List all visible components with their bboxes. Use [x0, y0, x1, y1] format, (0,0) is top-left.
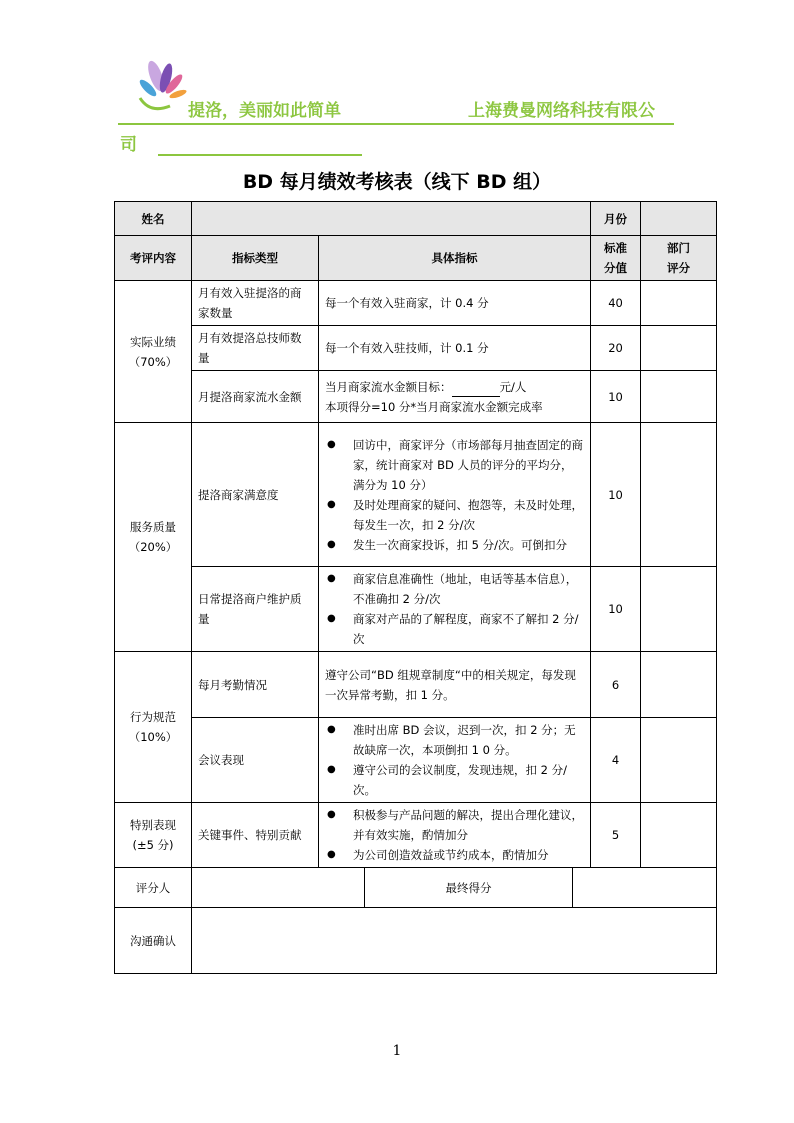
- dept-score-cell[interactable]: [641, 281, 717, 326]
- group-weight: (±5 分): [132, 838, 174, 852]
- indicator-type: 月提洛商家流水金额: [192, 371, 319, 423]
- dept-score-cell[interactable]: [641, 326, 717, 371]
- group-name: 特别表现: [130, 818, 176, 832]
- group-special: [115, 803, 192, 868]
- company-logo: [130, 58, 188, 118]
- header-dept-line2: 评分: [667, 261, 691, 275]
- company-name: 上海费曼网络科技有限公: [468, 101, 655, 121]
- group-weight: （70%）: [128, 354, 178, 369]
- bullet-item: ● 为公司创造效益或节约成本，酌情加分: [337, 845, 584, 865]
- group-weight: （20%）: [128, 540, 178, 554]
- document-title: BD 每月绩效考核表（线下 BD 组）: [242, 171, 552, 193]
- bullet-item: ● 遵守公司的会议制度，发现违规，扣 2 分/次。: [337, 760, 584, 800]
- final-score-value-cell[interactable]: [573, 868, 717, 908]
- indicator-detail: [319, 567, 591, 652]
- reviewer-label: 评分人: [115, 868, 192, 908]
- indicator-type: 每月考勤情况: [192, 652, 319, 718]
- standard-score: 6: [591, 652, 641, 718]
- header-score: [591, 236, 641, 281]
- group-name: 行为规范: [130, 710, 176, 724]
- standard-score: 5: [591, 803, 641, 868]
- group-behavior: [115, 652, 192, 803]
- bullet-item: ● 商家信息准确性（地址，电话等基本信息），不准确扣 2 分/次: [337, 569, 584, 609]
- indicator-detail: [319, 718, 591, 803]
- confirm-value-cell[interactable]: [192, 908, 717, 974]
- group-weight: （10%）: [128, 730, 178, 744]
- indicator-detail: 每一个有效入驻技师，计 0.1 分: [319, 326, 591, 371]
- indicator-type: 会议表现: [192, 718, 319, 803]
- detail-text: 本项得分=10 分*当月商家流水金额完成率: [325, 399, 543, 414]
- reviewer-value-cell[interactable]: [192, 868, 365, 908]
- detail-text: 当月商家流水金额目标：: [325, 379, 452, 394]
- table-row: [115, 652, 717, 718]
- group-service: [115, 423, 192, 652]
- table-row: [115, 718, 717, 803]
- header-row: [115, 236, 717, 281]
- evaluation-table: [114, 201, 717, 974]
- table-row: [115, 423, 717, 567]
- confirm-label: 沟通确认: [115, 908, 192, 974]
- indicator-detail: [319, 803, 591, 868]
- indicator-type: 日常提洛商户维护质量: [192, 567, 319, 652]
- table-row: [115, 281, 717, 326]
- header-score-line2: 分值: [604, 261, 628, 275]
- indicator-detail: [319, 423, 591, 567]
- standard-score: 10: [591, 423, 641, 567]
- table-row: [115, 371, 717, 423]
- bullet-item: ● 商家对产品的了解程度，商家不了解扣 2 分/次: [337, 609, 584, 649]
- group-name: 实际业绩: [130, 334, 176, 349]
- indicator-type: 月有效入驻提洛的商家数量: [192, 281, 319, 326]
- standard-score: 10: [591, 371, 641, 423]
- page-number: 1: [392, 1043, 402, 1059]
- indicator-detail: 每一个有效入驻商家，计 0.4 分: [319, 281, 591, 326]
- bullet-item: ● 及时处理商家的疑问、抱怨等，未及时处理，每发生一次，扣 2 分/次: [337, 495, 584, 535]
- header-dept: [641, 236, 717, 281]
- header-detail: 具体指标: [319, 236, 591, 281]
- confirm-row: [115, 908, 717, 974]
- detail-text: 元/人: [499, 379, 527, 394]
- header-divider-short: [158, 154, 362, 156]
- header-dept-line1: 部门: [667, 241, 691, 255]
- table-row: [115, 326, 717, 371]
- company-slogan: 提洛，美丽如此简单: [188, 101, 341, 121]
- month-value-cell[interactable]: [641, 202, 717, 236]
- name-value-cell[interactable]: [192, 202, 591, 236]
- standard-score: 40: [591, 281, 641, 326]
- bullet-item: ● 准时出席 BD 会议，迟到一次，扣 2 分；无故缺席一次，本项倒扣 1 0 分。: [337, 720, 584, 760]
- header-score-line1: 标准: [604, 241, 628, 255]
- reviewer-row: [115, 868, 717, 908]
- dept-score-cell[interactable]: [641, 718, 717, 803]
- bullet-item: ● 发生一次商家投诉，扣 5 分/次。可倒扣分: [337, 535, 584, 555]
- table-row: [115, 567, 717, 652]
- indicator-type: 关键事件、特别贡献: [192, 803, 319, 868]
- page-header: [118, 58, 678, 158]
- final-score-label: 最终得分: [365, 868, 573, 908]
- indicator-detail: 遵守公司“BD 组规章制度“中的相关规定，每发现一次异常考勤，扣 1 分。: [319, 652, 591, 718]
- standard-score: 4: [591, 718, 641, 803]
- group-performance: [115, 281, 192, 423]
- dept-score-cell[interactable]: [641, 652, 717, 718]
- name-label: 姓名: [115, 202, 192, 236]
- company-name-tail: 司: [120, 135, 137, 155]
- group-name: 服务质量: [130, 520, 176, 534]
- header-content: 考评内容: [115, 236, 192, 281]
- table-row: [115, 803, 717, 868]
- bullet-item: ● 回访中，商家评分（市场部每月抽查固定的商家，统计商家对 BD 人员的评分的平均分，满分为 10 分）: [337, 435, 584, 495]
- bullet-item: ● 积极参与产品问题的解决，提出合理化建议，并有效实施，酌情加分: [337, 805, 584, 845]
- dept-score-cell[interactable]: [641, 371, 717, 423]
- dept-score-cell[interactable]: [641, 803, 717, 868]
- header-type: 指标类型: [192, 236, 319, 281]
- target-blank[interactable]: [452, 382, 500, 397]
- indicator-detail: [319, 371, 591, 423]
- dept-score-cell[interactable]: [641, 567, 717, 652]
- indicator-type: 月有效提洛总技师数量: [192, 326, 319, 371]
- dept-score-cell[interactable]: [641, 423, 717, 567]
- indicator-type: 提洛商家满意度: [192, 423, 319, 567]
- month-label: 月份: [591, 202, 641, 236]
- header-divider: [118, 123, 674, 125]
- standard-score: 20: [591, 326, 641, 371]
- name-row: [115, 202, 717, 236]
- standard-score: 10: [591, 567, 641, 652]
